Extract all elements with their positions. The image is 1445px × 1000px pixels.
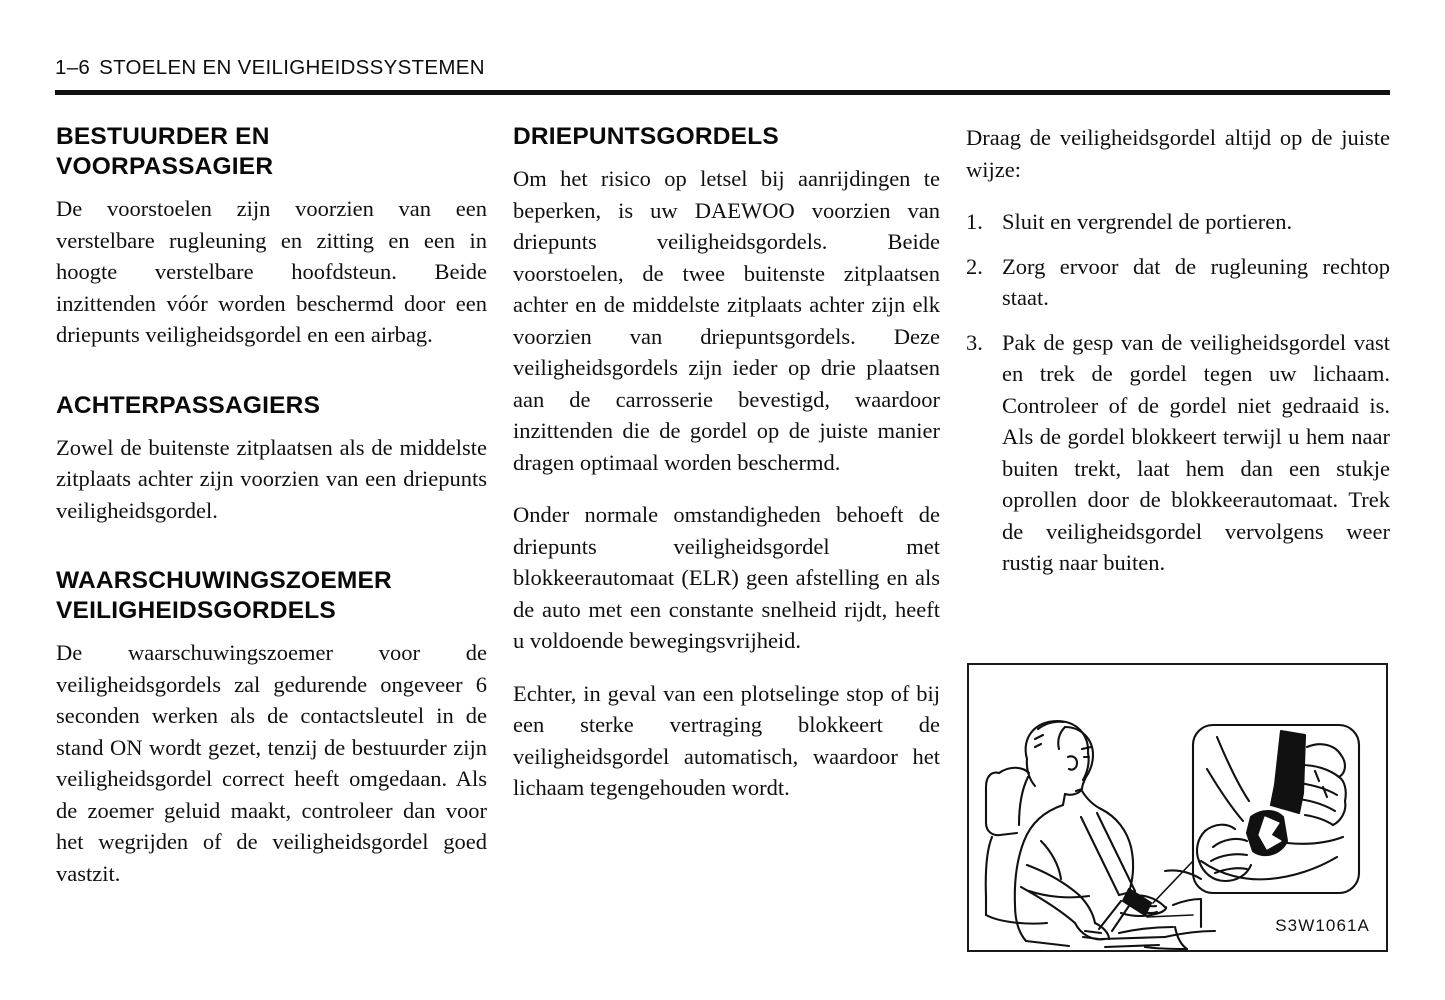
list-item: [966, 327, 1390, 579]
column-center: [513, 122, 940, 804]
chapter-title: STOELEN EN VEILIGHEIDSSYSTEMEN: [99, 56, 485, 79]
step-text: Pak de gesp van de veiligheidsgordel vast en trek de gordel tegen uw lichaam. Controleer of de gordel niet gedraaid is. Als de gordel blokkeert terwijl u hem naar buiten trekt, laat hem dan een stukje oprollen door de blokkeerautomaat. Trek de veiligheidsgordel vervolgens weer rustig naar buiten.: [1002, 329, 1390, 575]
list-item: [966, 206, 1390, 238]
step-text: Sluit en vergrendel de portieren.: [1002, 209, 1293, 234]
step-number: 3.: [966, 329, 983, 355]
page-number: 1–6: [55, 56, 91, 79]
section-heading-driepuntsgordels: DRIEPUNTSGORDELS: [513, 123, 779, 150]
running-head-line: [55, 56, 1390, 80]
column-right: [966, 122, 1390, 592]
section-heading-achterpassagiers: ACHTERPASSAGIERS: [56, 391, 321, 419]
figure-code-label: S3W1061A: [1275, 916, 1370, 935]
step-text: Zorg ervoor dat de rugleuning rechtop staat.: [1002, 253, 1390, 310]
paragraph-waarschuwingszoemer: De waarschuwingszoemer voor de veiligheidsgordels zal gedurende ongeveer 6 seconden werken als de contactsleutel in de stand ON wordt gezet, tenzij de bestuurder zijn veiligheidsgordel correct heeft omgedaan. Als de zoemer geluid maakt, controleer dan voor het wegrijden of de veiligheidsgordel goed vastzit.: [56, 640, 487, 886]
page-running-head: [55, 56, 1390, 80]
step-number: 1.: [966, 209, 983, 234]
section-heading-bestuurder-en-voorpassagier: BESTUURDER EN VOORPASSAGIER: [56, 123, 274, 180]
figure-seatbelt-fastening: [967, 663, 1388, 952]
section-heading-waarschuwingszoemer-veiligheidsgordels: WAARSCHUWINGSZOEMER VEILIGHEIDSGORDELS: [56, 567, 392, 624]
paragraph-driepuntsgordels-3: Echter, in geval van een plotselinge stop of bij een sterke vertraging blokkeert de veiligheidsgordel automatisch, waardoor het lichaam tegengehouden wordt.: [513, 680, 940, 800]
paragraph-achterpassagiers: Zowel de buitenste zitplaatsen als de middelste zitplaats achter zijn voorzien van een driepunts veiligheidsgordel.: [56, 434, 487, 523]
seatbelt-illustration-icon: [969, 665, 1386, 950]
step-number: 2.: [966, 253, 983, 279]
list-item: [966, 251, 1390, 314]
column-left: [56, 122, 487, 889]
paragraph-gordel-intro: Draag de veiligheidsgordel altijd op de juiste wijze:: [966, 125, 1390, 182]
paragraph-bestuurder-en-voorpassagier: De voorstoelen zijn voorzien van een verstelbare rugleuning en zitting en een in hoogte verstelbare hoofdsteun. Beide inzittenden vóór worden beschermd door een driepunts veiligheidsgordel en een airbag.: [56, 196, 487, 347]
paragraph-driepuntsgordels-1: Om het risico op letsel bij aanrijdingen te beperken, is uw DAEWOO voorzien van driepunts veiligheidsgordels. Beide voorstoelen, de twee buitenste zitplaatsen achter en de middelste zitplaats achter zijn elk voorzien van driepuntsgordels. Deze veiligheidsgordels zijn ieder op drie plaatsen aan de carrosserie bevestigd, waardoor inzittenden die de gordel op de juiste manier dragen optimaal worden beschermd.: [513, 166, 940, 475]
procedure-step-list: [966, 206, 1390, 579]
paragraph-driepuntsgordels-2: Onder normale omstandigheden behoeft de driepunts veiligheidsgordel met blokkeerautomaat (ELR) geen afstelling en als de auto met een constante snelheid rijdt, heeft u voldoende bewegingsvrijheid.: [513, 502, 940, 653]
header-divider-rule: [55, 90, 1390, 95]
